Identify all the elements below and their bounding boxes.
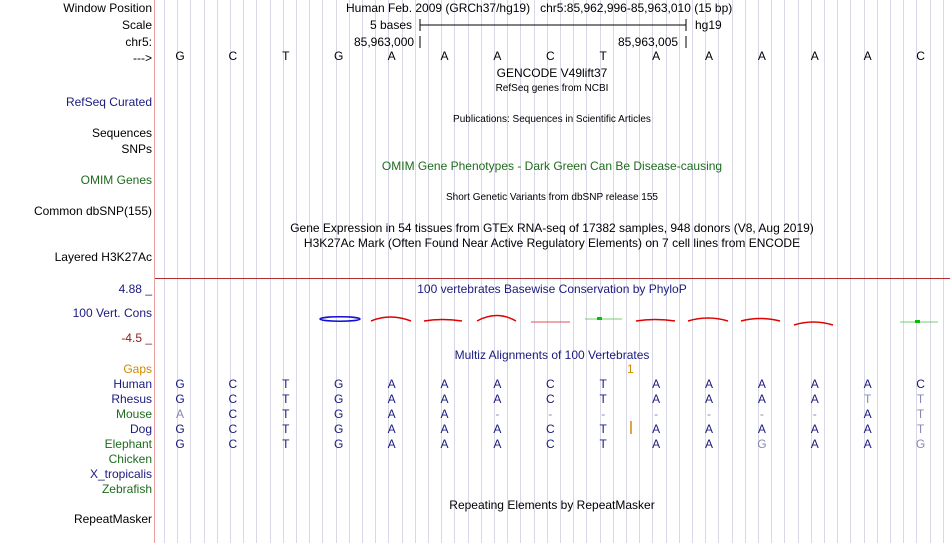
reference-base: C	[545, 49, 555, 63]
alignment-base: T	[916, 407, 925, 421]
alignment-base: T	[282, 392, 290, 406]
alignment-base: A	[810, 437, 819, 451]
alignment-base: A	[175, 407, 184, 421]
h3k27ac-track-title[interactable]: H3K27Ac Mark (Often Found Near Active Regulatory Elements) on 7 cell lines from ENCODE	[303, 236, 801, 250]
alignment-base: A	[863, 437, 872, 451]
repeatmasker-track-label[interactable]: RepeatMasker	[73, 512, 152, 526]
alignment-base: -	[495, 407, 500, 421]
alignment-base: A	[440, 392, 449, 406]
alignment-base: T	[282, 407, 290, 421]
alignment-base: A	[757, 422, 766, 436]
alignment-base: -	[601, 407, 606, 421]
alignment-base: A	[387, 392, 396, 406]
alignment-base: A	[387, 377, 396, 391]
reference-base: A	[652, 49, 661, 63]
alignment-base: A	[704, 422, 713, 436]
alignment-base: G	[757, 437, 767, 451]
alignment-base: A	[440, 422, 449, 436]
refseq-track-title[interactable]: RefSeq genes from NCBI	[495, 83, 609, 94]
scale-label: Scale	[121, 18, 152, 32]
species-label[interactable]: X_tropicalis	[89, 467, 152, 481]
alignment-base: T	[916, 392, 925, 406]
publications-track-title[interactable]: Publications: Sequences in Scientific Articles	[453, 114, 651, 125]
alignment-base: T	[282, 377, 290, 391]
reference-base: A	[810, 49, 819, 63]
alignment-base: T	[282, 422, 290, 436]
gencode-track-title[interactable]: GENCODE V49lift37	[496, 66, 608, 80]
sequences-track-label[interactable]: Sequences	[91, 126, 152, 140]
alignment-base: G	[915, 437, 926, 451]
dbsnp-track-label[interactable]: Common dbSNP(155)	[33, 204, 152, 218]
window-position-text[interactable]: Human Feb. 2009 (GRCh37/hg19) chr5:85,962,996-85,963,010 (15 bp)	[346, 1, 733, 15]
alignment-base: T	[599, 437, 607, 451]
alignment-base: G	[175, 437, 185, 451]
coord-left: 85,963,000	[354, 35, 415, 49]
alignment-base: A	[387, 437, 396, 451]
alignment-base: -	[548, 407, 553, 421]
strand-label: --->	[133, 51, 152, 65]
alignment-base: A	[493, 422, 502, 436]
phylop-min-label: -4.5 _	[121, 331, 152, 345]
omim-track-label[interactable]: OMIM Genes	[80, 173, 152, 187]
alignment-base: T	[916, 422, 925, 436]
species-label[interactable]: Mouse	[115, 407, 152, 421]
scale-value: 5 bases	[370, 18, 413, 32]
reference-base: C	[228, 49, 238, 63]
alignment-base: G	[334, 377, 344, 391]
reference-base: T	[282, 49, 290, 63]
phylop-max-label: 4.88 _	[118, 282, 152, 296]
species-label[interactable]: Human	[113, 377, 152, 391]
alignment-base: A	[493, 437, 502, 451]
alignment-base: A	[757, 377, 766, 391]
alignment-base: C	[228, 377, 238, 391]
alignment-base: C	[228, 437, 238, 451]
alignment-base: A	[652, 437, 661, 451]
dbsnp-track-title[interactable]: Short Genetic Variants from dbSNP release 155	[446, 192, 658, 203]
alignment-base: A	[440, 377, 449, 391]
chrom-label: chr5:	[125, 35, 152, 49]
alignment-base: A	[863, 422, 872, 436]
reference-base: A	[440, 49, 449, 63]
phylop-wiggle	[320, 316, 938, 326]
reference-base: T	[599, 49, 607, 63]
species-label[interactable]: Elephant	[104, 437, 152, 451]
species-label[interactable]: Zebrafish	[101, 482, 152, 496]
alignment-base: C	[545, 437, 555, 451]
alignment-base: A	[704, 392, 713, 406]
alignment-base: -	[812, 407, 817, 421]
alignment-base: T	[599, 377, 607, 391]
alignment-base: G	[334, 392, 344, 406]
alignment-base: G	[334, 422, 344, 436]
reference-base: G	[334, 49, 344, 63]
species-label[interactable]: Rhesus	[111, 392, 152, 406]
alignment-base: A	[704, 437, 713, 451]
alignment-base: C	[228, 392, 238, 406]
alignment-base: A	[652, 377, 661, 391]
alignment-base: G	[175, 392, 185, 406]
assembly-name: hg19	[695, 18, 722, 32]
alignment-base: A	[810, 392, 819, 406]
alignment-base: -	[759, 407, 764, 421]
h3k27ac-track-label[interactable]: Layered H3K27Ac	[54, 250, 152, 264]
omim-track-title[interactable]: OMIM Gene Phenotypes - Dark Green Can Be Disease-causing	[381, 159, 723, 173]
alignment-base: C	[545, 422, 555, 436]
repeatmasker-track-title[interactable]: Repeating Elements by RepeatMasker	[449, 498, 655, 512]
alignment-base: A	[757, 392, 766, 406]
reference-base: A	[387, 49, 396, 63]
alignment-base: A	[440, 437, 449, 451]
alignment-base: -	[707, 407, 711, 421]
phylop-track-title[interactable]: 100 vertebrates Basewise Conservation by PhyloP	[417, 282, 687, 296]
alignment-base: A	[387, 407, 396, 421]
reference-base: A	[704, 49, 713, 63]
window-position-label: Window Position	[63, 1, 152, 15]
alignment-base: G	[175, 422, 185, 436]
refseq-track-label[interactable]: RefSeq Curated	[65, 95, 152, 109]
alignment-base: C	[916, 377, 925, 391]
alignment-base: A	[493, 392, 502, 406]
alignment-base: A	[704, 377, 713, 391]
multiz-track-title[interactable]: Multiz Alignments of 100 Vertebrates	[454, 348, 650, 362]
alignment-base: G	[334, 437, 344, 451]
species-label[interactable]: Chicken	[108, 452, 152, 466]
gaps-label: Gaps	[123, 362, 152, 376]
alignment-base: A	[810, 377, 819, 391]
alignment-base: A	[493, 377, 502, 391]
alignment-base: C	[228, 422, 238, 436]
reference-base: G	[175, 49, 185, 63]
alignment-base: A	[863, 407, 872, 421]
reference-base: A	[493, 49, 502, 63]
coord-right: 85,963,005	[618, 35, 679, 49]
reference-base: C	[916, 49, 925, 63]
alignment-base: C	[545, 377, 555, 391]
alignment-base: C	[228, 407, 238, 421]
alignment-base: A	[652, 392, 661, 406]
gtex-track-title[interactable]: Gene Expression in 54 tissues from GTEx RNA-seq of 17382 samples, 948 donors (V8, Aug 2019)	[290, 221, 814, 235]
phylop-track-label[interactable]: 100 Vert. Cons	[72, 306, 152, 320]
reference-base: A	[863, 49, 872, 63]
alignment-base: C	[545, 392, 555, 406]
alignment-base: A	[810, 422, 819, 436]
alignment-base: T	[864, 392, 872, 406]
alignment-base: A	[387, 422, 396, 436]
alignment-base: A	[863, 377, 872, 391]
alignment-base: G	[334, 407, 344, 421]
alignment-base: A	[440, 407, 449, 421]
alignment-base: T	[599, 422, 607, 436]
alignment-base: T	[282, 437, 290, 451]
alignment-base: T	[599, 392, 607, 406]
gaps-value: 1	[627, 362, 634, 376]
alignment-base: G	[175, 377, 185, 391]
alignment-base: A	[652, 422, 661, 436]
snps-track-label[interactable]: SNPs	[121, 142, 152, 156]
reference-base: A	[757, 49, 766, 63]
species-label[interactable]: Dog	[129, 422, 152, 436]
alignment-base: -	[654, 407, 659, 421]
